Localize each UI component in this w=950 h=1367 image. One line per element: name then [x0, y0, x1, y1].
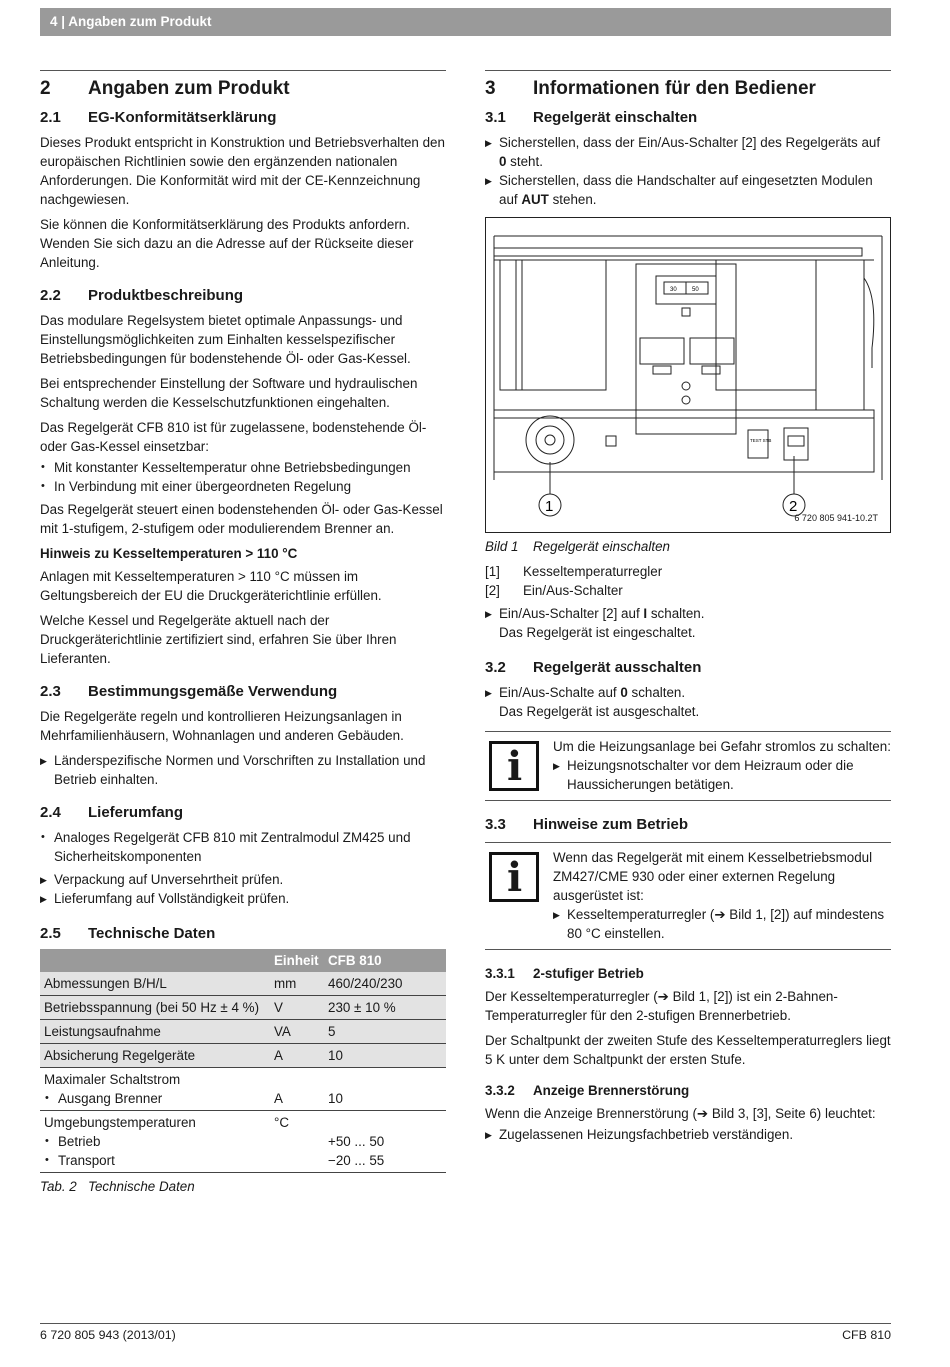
callout-1: 1	[545, 498, 554, 515]
table-header: Einheit	[270, 949, 324, 972]
list-item: • Mit konstanter Kesseltemperatur ohne Betriebsbedingungen	[40, 458, 446, 477]
hint-title: Hinweis zu Kesseltemperaturen > 110 °C	[40, 546, 298, 561]
action-list	[485, 1125, 891, 1144]
paragraph: Bei entsprechender Einstellung der Software und hydraulischen Schaltung werden die Kesselschutzfunktionen eingehalten.	[40, 376, 418, 410]
table-header: CFB 810	[324, 949, 446, 972]
page-footer	[40, 1323, 891, 1342]
scale-label: 50	[692, 287, 699, 293]
action-list	[485, 133, 891, 209]
scale-label: 30	[670, 287, 677, 293]
action-item: ▶ Heizungsnotschalter vor dem Heizraum oder die Haussicherungen betätigen.	[553, 756, 891, 794]
action-item: ▶ Kesseltemperaturregler (➔ Bild 1, [2]) auf mindestens 80 °C einstellen.	[553, 905, 891, 943]
section-3-1-heading: 3.1 Regelgerät einschalten	[485, 109, 698, 126]
paragraph: Wenn die Anzeige Brennerstörung (➔ Bild 3, [3], Seite 6) leuchtet:	[485, 1106, 876, 1121]
action-item: ▶ Ein/Aus-Schalter [2] auf I schalten. Das Regelgerät ist eingeschaltet.	[485, 604, 891, 642]
action-item: ▶ Sicherstellen, dass die Handschalter auf eingesetzten Modulen auf AUT stehen.	[485, 171, 891, 209]
action-item: ▶ Zugelassenen Heizungsfachbetrieb verständigen.	[485, 1125, 891, 1144]
table-row: Leistungsaufnahme VA 5	[40, 1020, 446, 1044]
paragraph: Der Kesseltemperaturregler (➔ Bild 1, [2]) ist ein 2-Bahnen-Temperaturregler für den 2-stufigen Brennerbetrieb.	[485, 989, 838, 1023]
action-item: ▶ Länderspezifische Normen und Vorschriften zu Installation und Betrieb einhalten.	[40, 751, 446, 789]
callout-2: 2	[789, 498, 798, 515]
info-icon: i	[489, 741, 539, 791]
table-row: Umgebungstemperaturen • Betrieb • Transport °C +50 ... 50 −20 ... 55	[40, 1111, 446, 1173]
list-item: • Analoges Regelgerät CFB 810 mit Zentralmodul ZM425 und Sicherheitskomponenten	[40, 828, 446, 866]
table-row: Betriebsspannung (bei 50 Hz ± 4 %) V 230 ± 10 %	[40, 996, 446, 1020]
table-row: Maximaler Schaltstrom • Ausgang Brenner A 10	[40, 1068, 446, 1111]
test-label: TEST STB	[750, 438, 772, 443]
paragraph: Sie können die Konformitätserklärung des Produkts anfordern. Wenden Sie sich dazu an die Adresse auf der Rückseite dieser Anleitung.	[40, 217, 414, 270]
action-list	[485, 604, 891, 642]
section-3-2-heading: 3.2 Regelgerät ausschalten	[485, 659, 702, 676]
section-3-heading: 3 Informationen für den Bediener	[485, 78, 816, 99]
table-row: Abmessungen B/H/L mm 460/240/230	[40, 972, 446, 996]
controller-drawing	[486, 218, 890, 532]
legend-item: [2] Ein/Aus-Schalter	[485, 583, 623, 598]
bullet-list	[40, 458, 446, 496]
section-2-2-heading: 2.2 Produktbeschreibung	[40, 287, 244, 304]
info-box: i Wenn das Regelgerät mit einem Kesselbetriebsmodul ZM427/CME 930 oder einer externen Regelung ausgerüstet ist: ▶ Kesseltemperaturregler (➔ Bild 1, [2]) auf mindestens 80 °C einstellen.	[485, 842, 891, 950]
action-item: ▶ Ein/Aus-Schalte auf 0 schalten. Das Regelgerät ist ausgeschaltet.	[485, 683, 891, 721]
section-2-3-heading: 2.3 Bestimmungsgemäße Verwendung	[40, 683, 338, 700]
info-box: i Um die Heizungsanlage bei Gefahr stromlos zu schalten: ▶ Heizungsnotschalter vor dem Heizraum oder die Haussicherungen betätigen.	[485, 731, 891, 801]
action-list	[40, 870, 446, 908]
section-2-1-heading: 2.1 EG-Konformitätserklärung	[40, 109, 277, 126]
action-item: ▶ Verpackung auf Unversehrtheit prüfen.	[40, 870, 446, 889]
left-column	[40, 70, 446, 1196]
section-2-4-heading: 2.4 Lieferumfang	[40, 804, 184, 821]
product-name: CFB 810	[842, 1328, 891, 1342]
paragraph: Anlagen mit Kesseltemperaturen > 110 °C müssen im Geltungsbereich der EU die Druckgeräterichtlinie erfüllen.	[40, 569, 382, 603]
controller-figure	[485, 217, 891, 533]
paragraph: Der Schaltpunkt der zweiten Stufe des Kesseltemperaturreglers liegt 5 K unter dem Schaltpunkt der ersten Stufe.	[485, 1033, 891, 1067]
action-list	[40, 751, 446, 789]
action-item: ▶ Sicherstellen, dass der Ein/Aus-Schalter [2] des Regelgeräts auf 0 steht.	[485, 133, 891, 171]
paragraph: Welche Kessel und Regelgeräte aktuell nach der Druckgeräterichtlinie zertifiziert sind, erfahren Sie über Ihren Lieferanten.	[40, 613, 397, 666]
paragraph: Dieses Produkt entspricht in Konstruktion und Betriebsverhalten den europäischen Richtlinien sowie den ergänzenden nationalen Anforderungen. Die Konformität wird mit der CE-Kennzeichnung nachgewiesen.	[40, 135, 445, 207]
document-number: 6 720 805 943 (2013/01)	[40, 1328, 176, 1342]
paragraph: Das Regelgerät steuert einen bodenstehenden Öl- oder Gas-Kessel mit 1-stufigem, 2-stufigem oder modulierendem Brenner an.	[40, 502, 443, 536]
action-item: ▶ Lieferumfang auf Vollständigkeit prüfen.	[40, 889, 446, 908]
section-2-5-heading: 2.5 Technische Daten	[40, 925, 216, 942]
bullet-list	[40, 828, 446, 866]
legend-item: [1] Kesseltemperaturregler	[485, 564, 663, 579]
section-3-3-1-heading: 3.3.1 2-stufiger Betrieb	[485, 966, 644, 981]
right-column	[485, 70, 891, 1148]
table-row: Absicherung Regelgeräte A 10	[40, 1044, 446, 1068]
section-3-3-heading: 3.3 Hinweise zum Betrieb	[485, 816, 689, 833]
list-item: • In Verbindung mit einer übergeordneten Regelung	[40, 477, 446, 496]
paragraph: Das modulare Regelsystem bietet optimale Anpassungs- und Einstellungsmöglichkeiten zum Einhalten kesselspezifischer Betriebsbedingungen für bodenstehende Öl- oder Gas-Kessel.	[40, 313, 411, 366]
figure-id: 6 720 805 941-10.2T	[794, 513, 878, 523]
paragraph: Die Regelgeräte regeln und kontrollieren Heizungsanlagen in Mehrfamilienhäusern, Wohnanlagen und anderen Gebäuden.	[40, 709, 404, 743]
section-2-heading: 2 Angaben zum Produkt	[40, 78, 290, 99]
info-icon: i	[489, 852, 539, 902]
action-list	[485, 683, 891, 721]
paragraph: Das Regelgerät CFB 810 ist für zugelassene, bodenstehende Öl- oder Gas-Kessel einsetzbar:	[40, 420, 427, 454]
figure-caption: Bild 1 Regelgerät einschalten	[485, 539, 670, 554]
section-3-3-2-heading: 3.3.2 Anzeige Brennerstörung	[485, 1083, 690, 1098]
technical-data-table	[40, 949, 446, 1173]
table-caption: Tab. 2 Technische Daten	[40, 1179, 195, 1194]
page-header: 4 | Angaben zum Produkt	[40, 8, 891, 36]
